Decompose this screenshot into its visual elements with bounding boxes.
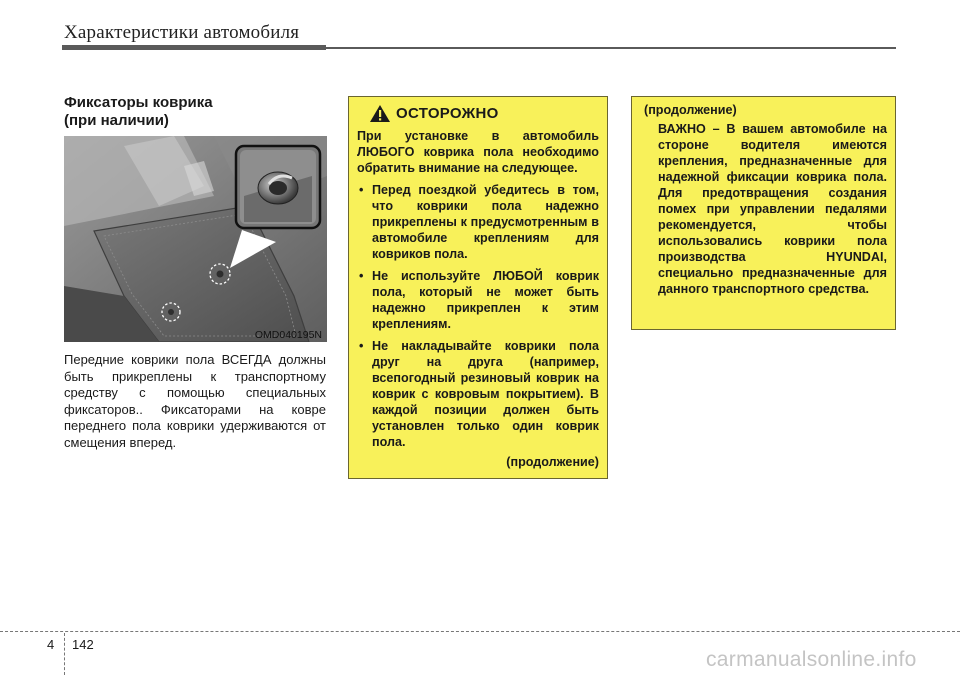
body-paragraph: Передние коврики пола ВСЕГДА должны быть прикреплены к транспортному средству с помощью специальных фиксаторов.. Фиксаторами на ковре переднего пола коврики удерживаются от смещения вперед. <box>64 352 326 450</box>
warning-list <box>357 182 599 450</box>
warning-box <box>348 96 608 479</box>
header-title: Характеристики автомобиля <box>64 22 300 43</box>
header-rule-thick <box>62 45 326 50</box>
watermark: carmanualsonline.info <box>706 648 917 671</box>
warning-continued: (продолжение) <box>506 455 599 469</box>
warning-continuation-box <box>631 96 896 330</box>
section-title-line1: Фиксаторы коврика <box>64 94 213 111</box>
floor-mat-photo <box>64 136 327 342</box>
warning-bullet: • Не накладывайте коврики пола друг на друга (например, всепогодный резиновый коврик на коврик с ковровым покрытием). В каждой позиции должен быть установлен только один коврик пола. <box>357 338 599 450</box>
section-title <box>64 94 213 130</box>
header-rule-thin <box>326 47 896 49</box>
figure-code: OMD040195N <box>254 329 322 341</box>
page-number: 142 <box>72 637 94 652</box>
footer-divider <box>64 633 65 675</box>
footer-rule <box>0 631 960 632</box>
warning-title: ОСТОРОЖНО <box>396 104 499 122</box>
warning-bullet: • Перед поездкой убедитесь в том, что коврики пола надежно прикреплены к предусмотренным в автомобиле креплениям для ковриков пола. <box>357 182 599 262</box>
warning-bullet: • Не используйте ЛЮБОЙ коврик пола, который не может быть надежно прикреплен к этим креплениям. <box>357 268 599 332</box>
warning-triangle-icon <box>369 104 391 123</box>
chapter-number: 4 <box>47 637 55 652</box>
continuation-text: ВАЖНО – В вашем автомобиле на стороне водителя имеются крепления, предназначенные для надежной фиксации коврика пола. Для предотвращения создания помех при управлении педалями рекомендуется, чтобы использовались коврики пола производства HYUNDAI, специально предназначенные для данного транспортного средства. <box>658 122 887 296</box>
warning-intro: При установке в автомобиль ЛЮБОГО коврика пола необходимо обратить внимание на следующее. <box>357 129 599 175</box>
section-title-line2: (при наличии) <box>64 112 169 129</box>
warning-header <box>369 104 599 123</box>
continuation-label: (продолжение) <box>644 103 737 117</box>
